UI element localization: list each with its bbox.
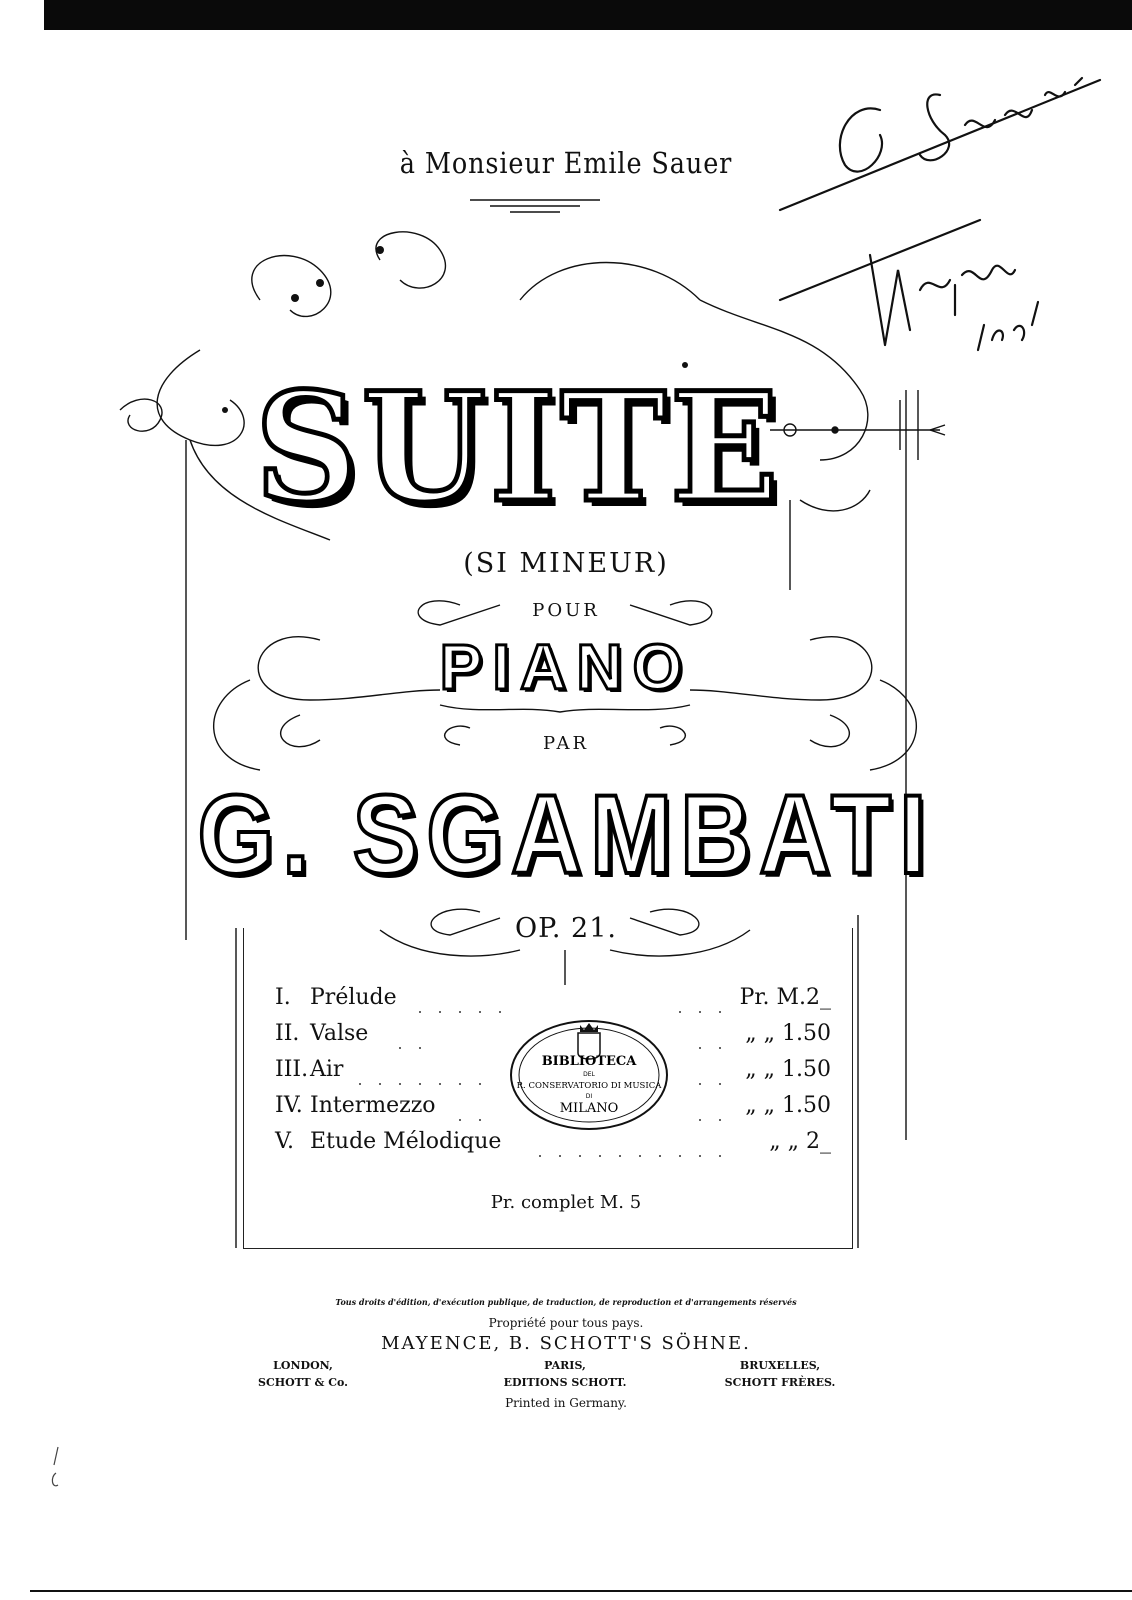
scan-bottom-border bbox=[30, 1590, 1132, 1592]
movement-price: „ „ 2_ bbox=[769, 1129, 831, 1154]
movement-price: Pr. M.2_ bbox=[739, 985, 831, 1010]
branch-house: SCHOTT FRÈRES. bbox=[724, 1376, 836, 1389]
branch-city: LONDON, bbox=[273, 1359, 333, 1372]
stamp-small-text: DEL bbox=[583, 1071, 595, 1078]
rights-notice: Tous droits d'édition, d'exécution publique, de traduction, de reproduction et d'arrangements réservés bbox=[335, 1297, 797, 1307]
branch-london bbox=[248, 1357, 358, 1391]
branch-city: BRUXELLES, bbox=[739, 1359, 821, 1372]
branch-bruxelles bbox=[695, 1357, 865, 1391]
crown-icon bbox=[580, 1023, 598, 1032]
movement-price: „ „ 1.50 bbox=[745, 1057, 831, 1082]
movement-price: „ „ 1.50 bbox=[745, 1093, 831, 1118]
movement-number: II. bbox=[275, 1021, 300, 1046]
list-item bbox=[275, 1129, 845, 1165]
dedication: à Monsieur Emile Sauer bbox=[399, 146, 733, 180]
publisher-name: MAYENCE, B. SCHOTT'S SÖHNE. bbox=[381, 1333, 751, 1354]
movement-number: III. bbox=[275, 1057, 309, 1082]
opus-number: OP. 21. bbox=[515, 913, 617, 944]
stamp-small-text: DI bbox=[585, 1093, 593, 1100]
composer-name: G. SGAMBATI bbox=[197, 772, 935, 897]
title-suite: SUITE bbox=[255, 360, 783, 536]
movement-title: Air bbox=[310, 1057, 344, 1082]
movement-title: Etude Mélodique bbox=[310, 1129, 502, 1154]
property-notice: Propriété pour tous pays. bbox=[488, 1316, 644, 1330]
movement-number: I. bbox=[275, 985, 291, 1010]
key-subtitle: (SI MINEUR) bbox=[463, 548, 669, 579]
movement-price: „ „ 1.50 bbox=[745, 1021, 831, 1046]
stamp-middle-text: R. CONSERVATORIO DI MUSICA bbox=[516, 1081, 662, 1091]
printed-note: Printed in Germany. bbox=[505, 1396, 627, 1410]
par-label: PAR bbox=[542, 733, 589, 754]
stamp-top-text: BIBLIOTECA bbox=[541, 1054, 637, 1069]
handwritten-signature bbox=[770, 40, 1110, 380]
branch-city: PARIS, bbox=[544, 1359, 586, 1372]
branch-paris bbox=[470, 1357, 660, 1391]
complete-price: Pr. complet M. 5 bbox=[490, 1192, 642, 1213]
movement-number: IV. bbox=[275, 1093, 303, 1118]
movement-title: Prélude bbox=[310, 985, 397, 1010]
branch-house: EDITIONS SCHOTT. bbox=[503, 1376, 627, 1389]
stamp-bottom-text: MILANO bbox=[559, 1101, 619, 1116]
margin-mark bbox=[46, 1445, 66, 1495]
pour-label: POUR bbox=[532, 600, 600, 621]
branch-house: SCHOTT & Co. bbox=[258, 1376, 348, 1389]
movement-title: Intermezzo bbox=[310, 1093, 436, 1118]
instrument-title: PIANO bbox=[439, 631, 693, 703]
library-stamp bbox=[508, 1013, 670, 1133]
movement-number: V. bbox=[275, 1129, 295, 1154]
movement-title: Valse bbox=[310, 1021, 369, 1046]
